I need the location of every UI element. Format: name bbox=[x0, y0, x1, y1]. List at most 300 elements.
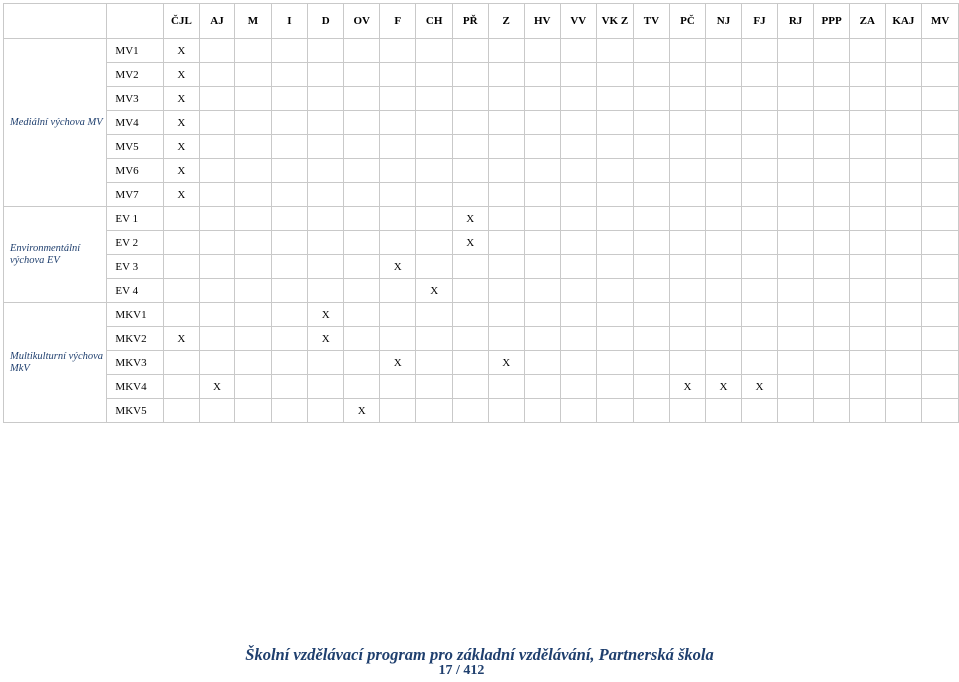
empty-cell bbox=[416, 183, 453, 207]
table-row bbox=[4, 231, 959, 255]
empty-cell bbox=[597, 303, 634, 327]
empty-cell bbox=[849, 207, 885, 231]
empty-cell bbox=[560, 183, 597, 207]
empty-cell bbox=[416, 231, 453, 255]
empty-cell bbox=[488, 63, 524, 87]
empty-cell bbox=[235, 279, 271, 303]
empty-cell bbox=[742, 351, 778, 375]
row-code: MKV5 bbox=[107, 399, 164, 423]
empty-cell bbox=[742, 399, 778, 423]
column-header: Z bbox=[488, 4, 524, 39]
table-row bbox=[4, 183, 959, 207]
empty-cell bbox=[271, 231, 307, 255]
empty-cell bbox=[452, 327, 488, 351]
empty-cell bbox=[380, 231, 416, 255]
empty-cell bbox=[271, 255, 307, 279]
empty-cell bbox=[416, 63, 453, 87]
empty-cell bbox=[885, 255, 922, 279]
empty-cell bbox=[235, 207, 271, 231]
mark-cell: X bbox=[380, 351, 416, 375]
table-row bbox=[4, 135, 959, 159]
column-header: PPP bbox=[814, 4, 850, 39]
empty-cell bbox=[524, 375, 560, 399]
empty-cell bbox=[777, 303, 814, 327]
empty-cell bbox=[814, 399, 850, 423]
empty-cell bbox=[271, 375, 307, 399]
column-header: VV bbox=[560, 4, 597, 39]
empty-cell bbox=[308, 279, 344, 303]
empty-cell bbox=[308, 207, 344, 231]
mark-cell: X bbox=[308, 327, 344, 351]
empty-cell bbox=[670, 39, 706, 63]
empty-cell bbox=[271, 39, 307, 63]
empty-cell bbox=[524, 303, 560, 327]
empty-cell bbox=[633, 39, 670, 63]
empty-cell bbox=[344, 375, 380, 399]
mark-cell: X bbox=[308, 303, 344, 327]
empty-cell bbox=[235, 375, 271, 399]
column-header: D bbox=[308, 4, 344, 39]
empty-cell bbox=[597, 183, 634, 207]
empty-cell bbox=[922, 327, 959, 351]
empty-cell bbox=[742, 183, 778, 207]
empty-cell bbox=[380, 399, 416, 423]
mark-cell: X bbox=[344, 399, 380, 423]
empty-cell bbox=[380, 63, 416, 87]
empty-cell bbox=[777, 135, 814, 159]
empty-cell bbox=[885, 111, 922, 135]
mark-cell: X bbox=[164, 39, 200, 63]
empty-cell bbox=[235, 303, 271, 327]
empty-cell bbox=[922, 63, 959, 87]
empty-cell bbox=[344, 87, 380, 111]
empty-cell bbox=[922, 303, 959, 327]
empty-cell bbox=[633, 279, 670, 303]
empty-cell bbox=[308, 375, 344, 399]
column-header: RJ bbox=[777, 4, 814, 39]
empty-cell bbox=[849, 63, 885, 87]
empty-cell bbox=[922, 375, 959, 399]
empty-cell bbox=[199, 207, 235, 231]
empty-cell bbox=[416, 159, 453, 183]
column-header: MV bbox=[922, 4, 959, 39]
empty-cell bbox=[777, 327, 814, 351]
empty-cell bbox=[416, 135, 453, 159]
empty-cell bbox=[235, 39, 271, 63]
empty-cell bbox=[597, 63, 634, 87]
empty-cell bbox=[633, 255, 670, 279]
empty-cell bbox=[235, 231, 271, 255]
row-code: MV6 bbox=[107, 159, 164, 183]
empty-cell bbox=[308, 135, 344, 159]
empty-cell bbox=[524, 87, 560, 111]
empty-cell bbox=[670, 87, 706, 111]
empty-cell bbox=[199, 399, 235, 423]
empty-cell bbox=[849, 39, 885, 63]
empty-cell bbox=[633, 231, 670, 255]
empty-cell bbox=[380, 207, 416, 231]
empty-cell bbox=[199, 351, 235, 375]
empty-cell bbox=[344, 183, 380, 207]
empty-cell bbox=[488, 375, 524, 399]
empty-cell bbox=[308, 63, 344, 87]
empty-cell bbox=[199, 279, 235, 303]
row-code: MKV1 bbox=[107, 303, 164, 327]
empty-cell bbox=[705, 87, 742, 111]
empty-cell bbox=[849, 231, 885, 255]
empty-cell bbox=[633, 87, 670, 111]
empty-cell bbox=[633, 63, 670, 87]
empty-cell bbox=[597, 159, 634, 183]
empty-cell bbox=[560, 399, 597, 423]
mark-cell: X bbox=[164, 159, 200, 183]
empty-cell bbox=[670, 231, 706, 255]
empty-cell bbox=[380, 183, 416, 207]
mark-cell: X bbox=[670, 375, 706, 399]
empty-cell bbox=[344, 303, 380, 327]
empty-cell bbox=[308, 87, 344, 111]
table-row bbox=[4, 207, 959, 231]
table-row bbox=[4, 303, 959, 327]
empty-cell bbox=[380, 135, 416, 159]
empty-cell bbox=[235, 183, 271, 207]
empty-cell bbox=[670, 159, 706, 183]
empty-cell bbox=[416, 87, 453, 111]
mark-cell: X bbox=[742, 375, 778, 399]
empty-cell bbox=[814, 375, 850, 399]
empty-cell bbox=[452, 87, 488, 111]
empty-cell bbox=[416, 375, 453, 399]
empty-cell bbox=[560, 231, 597, 255]
empty-cell bbox=[380, 279, 416, 303]
empty-cell bbox=[777, 63, 814, 87]
empty-cell bbox=[597, 351, 634, 375]
empty-cell bbox=[524, 135, 560, 159]
row-code: MV7 bbox=[107, 183, 164, 207]
empty-cell bbox=[199, 111, 235, 135]
mark-cell: X bbox=[452, 207, 488, 231]
empty-cell bbox=[164, 399, 200, 423]
empty-cell bbox=[235, 255, 271, 279]
page-number: 17 / 412 bbox=[438, 663, 485, 678]
empty-cell bbox=[814, 111, 850, 135]
empty-cell bbox=[271, 135, 307, 159]
empty-cell bbox=[271, 87, 307, 111]
empty-cell bbox=[524, 207, 560, 231]
empty-cell bbox=[199, 39, 235, 63]
empty-cell bbox=[597, 231, 634, 255]
empty-cell bbox=[235, 399, 271, 423]
empty-cell bbox=[308, 399, 344, 423]
empty-cell bbox=[560, 39, 597, 63]
empty-cell bbox=[705, 327, 742, 351]
cross-curricular-table bbox=[3, 3, 959, 423]
empty-cell bbox=[922, 135, 959, 159]
empty-cell bbox=[452, 303, 488, 327]
table-row bbox=[4, 327, 959, 351]
empty-cell bbox=[742, 231, 778, 255]
empty-cell bbox=[488, 303, 524, 327]
table-row bbox=[4, 111, 959, 135]
table-row bbox=[4, 351, 959, 375]
empty-cell bbox=[597, 327, 634, 351]
empty-cell bbox=[380, 303, 416, 327]
empty-cell bbox=[814, 255, 850, 279]
empty-cell bbox=[452, 399, 488, 423]
empty-cell bbox=[235, 111, 271, 135]
empty-cell bbox=[416, 303, 453, 327]
empty-cell bbox=[849, 303, 885, 327]
empty-cell bbox=[814, 63, 850, 87]
empty-cell bbox=[597, 399, 634, 423]
empty-cell bbox=[633, 183, 670, 207]
empty-cell bbox=[705, 111, 742, 135]
column-header: NJ bbox=[705, 4, 742, 39]
empty-cell bbox=[488, 231, 524, 255]
empty-cell bbox=[849, 351, 885, 375]
column-header: ČJL bbox=[164, 4, 200, 39]
empty-cell bbox=[742, 303, 778, 327]
empty-cell bbox=[235, 351, 271, 375]
empty-cell bbox=[344, 255, 380, 279]
empty-cell bbox=[164, 207, 200, 231]
empty-cell bbox=[308, 183, 344, 207]
empty-cell bbox=[452, 63, 488, 87]
column-header: TV bbox=[633, 4, 670, 39]
empty-cell bbox=[742, 159, 778, 183]
empty-cell bbox=[271, 63, 307, 87]
mark-cell: X bbox=[164, 327, 200, 351]
row-code: MKV4 bbox=[107, 375, 164, 399]
column-header: AJ bbox=[199, 4, 235, 39]
empty-cell bbox=[164, 375, 200, 399]
empty-cell bbox=[705, 399, 742, 423]
empty-cell bbox=[670, 183, 706, 207]
empty-cell bbox=[199, 159, 235, 183]
empty-cell bbox=[597, 135, 634, 159]
table-header-row bbox=[4, 4, 959, 39]
empty-cell bbox=[524, 111, 560, 135]
column-header: M bbox=[235, 4, 271, 39]
empty-cell bbox=[705, 351, 742, 375]
empty-cell bbox=[271, 159, 307, 183]
empty-cell bbox=[452, 375, 488, 399]
mark-cell: X bbox=[380, 255, 416, 279]
empty-cell bbox=[705, 255, 742, 279]
empty-cell bbox=[670, 207, 706, 231]
empty-cell bbox=[597, 39, 634, 63]
empty-cell bbox=[560, 63, 597, 87]
empty-cell bbox=[164, 303, 200, 327]
empty-cell bbox=[416, 399, 453, 423]
empty-cell bbox=[380, 375, 416, 399]
empty-cell bbox=[849, 255, 885, 279]
mark-cell: X bbox=[452, 231, 488, 255]
mark-cell: X bbox=[164, 111, 200, 135]
empty-cell bbox=[670, 327, 706, 351]
empty-cell bbox=[597, 375, 634, 399]
empty-cell bbox=[488, 87, 524, 111]
empty-cell bbox=[849, 159, 885, 183]
empty-cell bbox=[885, 159, 922, 183]
empty-cell bbox=[633, 135, 670, 159]
empty-cell bbox=[849, 87, 885, 111]
empty-cell bbox=[705, 135, 742, 159]
empty-cell bbox=[344, 135, 380, 159]
empty-cell bbox=[560, 279, 597, 303]
empty-cell bbox=[777, 231, 814, 255]
empty-cell bbox=[814, 39, 850, 63]
empty-cell bbox=[271, 351, 307, 375]
row-code: MV4 bbox=[107, 111, 164, 135]
table-row bbox=[4, 159, 959, 183]
empty-cell bbox=[524, 183, 560, 207]
empty-cell bbox=[452, 111, 488, 135]
empty-cell bbox=[199, 255, 235, 279]
empty-cell bbox=[814, 159, 850, 183]
empty-cell bbox=[777, 183, 814, 207]
column-header: ZA bbox=[849, 4, 885, 39]
empty-cell bbox=[885, 375, 922, 399]
empty-cell bbox=[452, 183, 488, 207]
empty-cell bbox=[849, 183, 885, 207]
mark-cell: X bbox=[164, 183, 200, 207]
row-code: EV 1 bbox=[107, 207, 164, 231]
empty-cell bbox=[308, 111, 344, 135]
empty-cell bbox=[199, 135, 235, 159]
empty-cell bbox=[271, 399, 307, 423]
empty-cell bbox=[670, 255, 706, 279]
empty-cell bbox=[560, 87, 597, 111]
table-row bbox=[4, 279, 959, 303]
empty-cell bbox=[199, 231, 235, 255]
column-header: I bbox=[271, 4, 307, 39]
empty-cell bbox=[380, 327, 416, 351]
empty-cell bbox=[885, 63, 922, 87]
empty-cell bbox=[164, 351, 200, 375]
footer-title: Školní vzdělávací program pro základní vzdělávání, Partnerská škola bbox=[245, 645, 714, 664]
mark-cell: X bbox=[199, 375, 235, 399]
empty-cell bbox=[199, 327, 235, 351]
table-row bbox=[4, 39, 959, 63]
empty-cell bbox=[308, 351, 344, 375]
empty-cell bbox=[164, 255, 200, 279]
row-code: EV 2 bbox=[107, 231, 164, 255]
empty-cell bbox=[235, 87, 271, 111]
header-blank-theme bbox=[4, 4, 107, 39]
empty-cell bbox=[814, 279, 850, 303]
empty-cell bbox=[560, 255, 597, 279]
empty-cell bbox=[524, 63, 560, 87]
empty-cell bbox=[922, 39, 959, 63]
table-row bbox=[4, 255, 959, 279]
empty-cell bbox=[344, 327, 380, 351]
empty-cell bbox=[922, 87, 959, 111]
column-header: CH bbox=[416, 4, 453, 39]
empty-cell bbox=[524, 39, 560, 63]
empty-cell bbox=[670, 135, 706, 159]
empty-cell bbox=[416, 327, 453, 351]
column-header: PČ bbox=[670, 4, 706, 39]
empty-cell bbox=[885, 327, 922, 351]
empty-cell bbox=[271, 327, 307, 351]
column-header: KAJ bbox=[885, 4, 922, 39]
empty-cell bbox=[670, 399, 706, 423]
empty-cell bbox=[416, 111, 453, 135]
empty-cell bbox=[524, 327, 560, 351]
empty-cell bbox=[849, 135, 885, 159]
header-blank-code bbox=[107, 4, 164, 39]
empty-cell bbox=[235, 327, 271, 351]
empty-cell bbox=[705, 183, 742, 207]
empty-cell bbox=[524, 399, 560, 423]
empty-cell bbox=[885, 303, 922, 327]
empty-cell bbox=[742, 207, 778, 231]
empty-cell bbox=[380, 39, 416, 63]
empty-cell bbox=[560, 327, 597, 351]
empty-cell bbox=[742, 327, 778, 351]
empty-cell bbox=[235, 159, 271, 183]
empty-cell bbox=[742, 135, 778, 159]
empty-cell bbox=[452, 279, 488, 303]
empty-cell bbox=[488, 135, 524, 159]
column-header: VK Z bbox=[597, 4, 634, 39]
empty-cell bbox=[885, 39, 922, 63]
empty-cell bbox=[922, 255, 959, 279]
empty-cell bbox=[416, 39, 453, 63]
empty-cell bbox=[271, 303, 307, 327]
empty-cell bbox=[380, 87, 416, 111]
empty-cell bbox=[922, 111, 959, 135]
empty-cell bbox=[597, 279, 634, 303]
empty-cell bbox=[560, 375, 597, 399]
empty-cell bbox=[922, 231, 959, 255]
empty-cell bbox=[742, 87, 778, 111]
empty-cell bbox=[488, 279, 524, 303]
empty-cell bbox=[416, 207, 453, 231]
empty-cell bbox=[488, 159, 524, 183]
table-row bbox=[4, 63, 959, 87]
empty-cell bbox=[235, 135, 271, 159]
empty-cell bbox=[814, 87, 850, 111]
empty-cell bbox=[885, 351, 922, 375]
empty-cell bbox=[633, 351, 670, 375]
empty-cell bbox=[308, 159, 344, 183]
empty-cell bbox=[777, 375, 814, 399]
empty-cell bbox=[164, 279, 200, 303]
column-header: F bbox=[380, 4, 416, 39]
theme-label: Mediální výchova MV bbox=[4, 39, 107, 207]
empty-cell bbox=[922, 399, 959, 423]
column-header: OV bbox=[344, 4, 380, 39]
empty-cell bbox=[560, 111, 597, 135]
empty-cell bbox=[814, 183, 850, 207]
empty-cell bbox=[488, 183, 524, 207]
empty-cell bbox=[308, 231, 344, 255]
empty-cell bbox=[271, 207, 307, 231]
empty-cell bbox=[416, 255, 453, 279]
empty-cell bbox=[670, 63, 706, 87]
empty-cell bbox=[199, 63, 235, 87]
empty-cell bbox=[814, 231, 850, 255]
empty-cell bbox=[922, 207, 959, 231]
row-code: MV3 bbox=[107, 87, 164, 111]
empty-cell bbox=[488, 255, 524, 279]
mark-cell: X bbox=[164, 63, 200, 87]
empty-cell bbox=[777, 159, 814, 183]
table-row bbox=[4, 87, 959, 111]
mark-cell: X bbox=[488, 351, 524, 375]
